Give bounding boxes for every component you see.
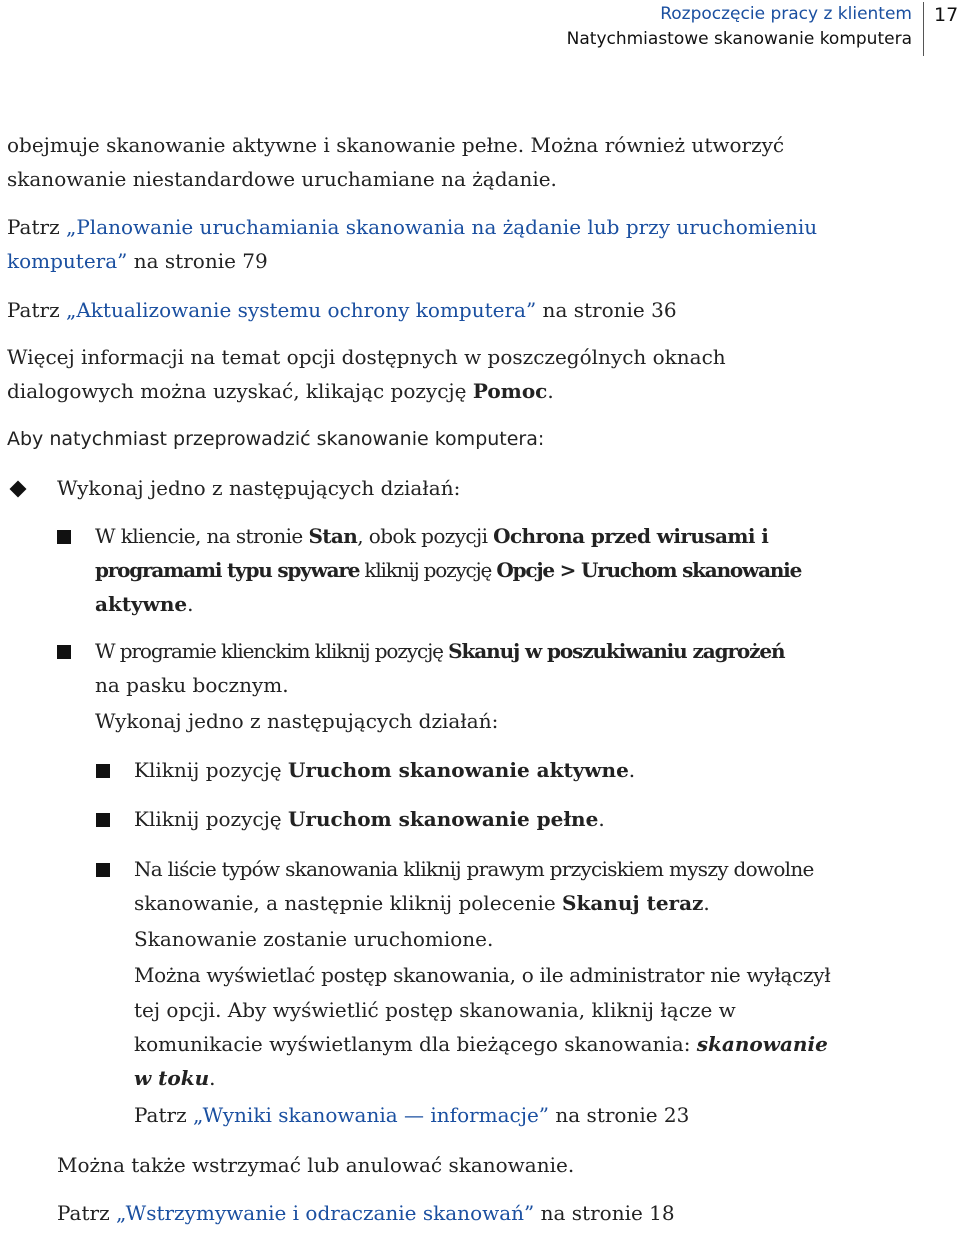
see-prefix: Patrz — [7, 298, 66, 322]
ui-term-status: Stan — [308, 524, 358, 548]
bullet-square-icon — [96, 764, 110, 778]
text: . — [598, 807, 605, 831]
text: . — [703, 891, 710, 915]
ui-term-antivirus: Ochrona przed wirusami i — [493, 524, 769, 548]
ui-term-run-active: Uruchom skanowanie aktywne — [287, 758, 629, 782]
text: W kliencie, na stronie — [95, 524, 309, 548]
link-updating-protection[interactable]: „Aktualizowanie systemu ochrony komputera” — [65, 298, 537, 322]
page-number: 17 — [934, 4, 959, 26]
sub-option-3-line-5: tej opcji. Aby wyświetlić postęp skanowania, kliknij łącze w — [134, 998, 736, 1022]
text: , obok pozycji — [357, 524, 494, 548]
text: komunikacie wyświetlanym dla bieżącego skanowania: — [134, 1032, 697, 1056]
see-prefix: Patrz — [57, 1201, 116, 1225]
procedure-heading: Aby natychmiast przeprowadzić skanowanie komputera: — [7, 428, 545, 450]
link-scan-results[interactable]: „Wyniki skanowania — informacje” — [192, 1103, 550, 1127]
ui-term-options-run: Opcje > Uruchom skanowanie — [496, 558, 802, 582]
intro-line-1: obejmuje skanowanie aktywne i skanowanie pełne. Można również utworzyć — [7, 133, 785, 157]
text: dialogowych można uzyskać, klikając pozycję — [7, 379, 473, 403]
sub-option-3-line-2 — [134, 886, 710, 920]
pause-text: Można także wstrzymać lub anulować skanowanie. — [57, 1153, 575, 1177]
sub-option-1 — [134, 753, 635, 787]
option-1-line-2 — [95, 553, 801, 587]
ui-term-scan-in-progress: skanowanie — [696, 1032, 828, 1056]
bullet-square-icon — [57, 530, 71, 544]
see-also-updating — [7, 293, 677, 327]
bullet-square-icon — [96, 863, 110, 877]
see-suffix: na stronie 18 — [534, 1201, 675, 1225]
text: Kliknij pozycję — [134, 807, 288, 831]
ui-term-active: aktywne — [95, 592, 188, 616]
ui-term-scan-threats: Skanuj w poszukiwaniu zagrożeń — [448, 639, 785, 663]
see-prefix: Patrz — [134, 1103, 193, 1127]
running-header-section: Natychmiastowe skanowanie komputera — [566, 29, 912, 49]
text: skanowanie, a następnie kliknij polecenie — [134, 891, 563, 915]
sub-option-3-line-3: Skanowanie zostanie uruchomione. — [134, 927, 494, 951]
step-text: Wykonaj jedno z następujących działań: — [57, 476, 461, 500]
text: W programie klienckim kliknij pozycję — [95, 639, 449, 663]
sub-option-2 — [134, 802, 605, 836]
text: . — [628, 758, 636, 782]
ui-term-scan-now: Skanuj teraz — [562, 891, 704, 915]
sub-option-3-line-7 — [134, 1061, 216, 1095]
see-also-scan-results — [134, 1098, 689, 1132]
option-1-line-1 — [95, 519, 768, 553]
text: . — [187, 592, 194, 616]
see-also-planning-cont — [7, 244, 268, 278]
sub-option-3-line-4: Można wyświetlać postęp skanowania, o ile administrator nie wyłączył — [134, 963, 831, 987]
text: kliknij pozycję — [359, 558, 497, 582]
see-also-planning — [7, 210, 817, 244]
sub-option-3-line-1: Na liście typów skanowania kliknij prawym przyciskiem myszy dowolne — [134, 857, 814, 881]
more-info-line-1: Więcej informacji na temat opcji dostępnych w poszczególnych oknach — [7, 345, 726, 369]
see-suffix: na stronie 36 — [536, 298, 677, 322]
sub-option-3-line-6 — [134, 1027, 828, 1061]
more-info-line-2 — [7, 374, 554, 408]
ui-term-run-full: Uruchom skanowanie pełne — [287, 807, 599, 831]
option-2-line-1 — [95, 634, 784, 668]
bullet-square-icon — [57, 645, 71, 659]
ui-term-spyware: programami typu spyware — [95, 558, 360, 582]
step-diamond-icon — [10, 481, 27, 498]
text: Kliknij pozycję — [134, 758, 288, 782]
text: . — [547, 379, 554, 403]
see-prefix: Patrz — [7, 215, 66, 239]
link-planning-scans-cont[interactable]: komputera” — [7, 249, 128, 273]
option-2-line-3: Wykonaj jedno z następujących działań: — [95, 709, 499, 733]
ui-term-in-progress: w toku — [134, 1066, 210, 1090]
see-suffix: na stronie 23 — [549, 1103, 690, 1127]
running-header-chapter: Rozpoczęcie pracy z klientem — [660, 4, 912, 24]
see-also-pausing — [57, 1196, 675, 1230]
text: . — [209, 1066, 216, 1090]
see-suffix: na stronie 79 — [127, 249, 268, 273]
link-pausing-scans[interactable]: „Wstrzymywanie i odraczanie skanowań” — [115, 1201, 535, 1225]
option-1-line-3 — [95, 587, 194, 621]
intro-line-2: skanowanie niestandardowe uruchamiane na żądanie. — [7, 167, 557, 191]
bullet-square-icon — [96, 813, 110, 827]
header-divider — [923, 2, 924, 56]
ui-term-help: Pomoc — [472, 379, 548, 403]
option-2-line-2: na pasku bocznym. — [95, 673, 289, 697]
link-planning-scans[interactable]: „Planowanie uruchamiania skanowania na żądanie lub przy uruchomieniu — [65, 215, 818, 239]
